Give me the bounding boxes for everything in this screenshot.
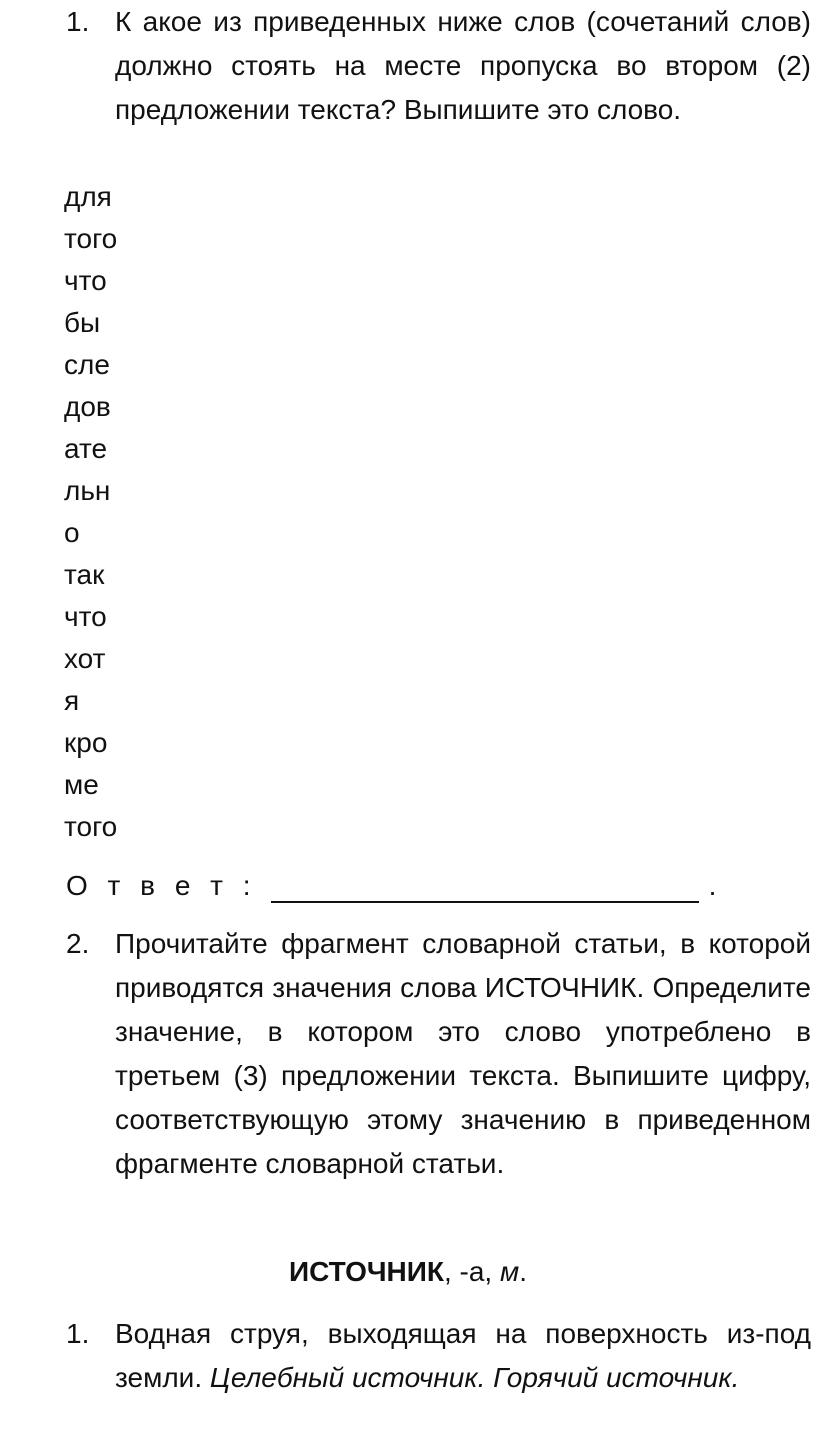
- question-1-text: К акое из приведенных ниже слов (сочетаний слов) должно стоять на месте пропуска во втором (2) предложении текста? Выпишите это слово.: [115, 6, 811, 125]
- question-2-number: 2.: [66, 928, 90, 959]
- word-option: дов: [64, 391, 111, 422]
- question-2: [66, 922, 811, 1186]
- word-option: бы: [64, 307, 101, 338]
- definition-1-number: 1.: [66, 1318, 90, 1349]
- headword-end: .: [519, 1256, 527, 1287]
- answer-label: О т в е т :: [66, 870, 257, 901]
- headword-inflection: , -а,: [443, 1256, 500, 1287]
- question-1: [66, 0, 811, 132]
- word-option: того: [64, 223, 118, 254]
- definition-1-meaning: Водная струя, выходящая на поверхность из-под земли.: [115, 1318, 811, 1393]
- word-option: ате: [64, 433, 108, 464]
- word-option: сле: [64, 349, 110, 380]
- word-option: я: [64, 685, 80, 716]
- definition-1-examples: Целебный источник. Горячий источник.: [209, 1362, 740, 1393]
- word-option: кро: [64, 727, 108, 758]
- definition-1: [66, 1312, 811, 1400]
- word-option: о: [64, 517, 80, 548]
- question-1-number: 1.: [66, 6, 90, 37]
- word-options-list: [64, 176, 144, 848]
- headword-gender: м: [499, 1256, 520, 1287]
- definition-1-text: [115, 1312, 811, 1400]
- word-option: для: [64, 181, 112, 212]
- word-option: льн: [64, 475, 111, 506]
- dictionary-entry-heading: [0, 1250, 816, 1294]
- word-option: ме: [64, 769, 99, 800]
- word-option: что: [64, 265, 107, 296]
- answer-blank[interactable]: [271, 901, 699, 903]
- headword: ИСТОЧНИК: [289, 1256, 444, 1287]
- word-option: хот: [64, 643, 106, 674]
- question-2-text: Прочитайте фрагмент словарной статьи, в которой приводятся значения слова ИСТОЧНИК. Определите значение, в котором это слово употреблено в третьем (3) предложении текста. Выпишите цифру, соответствующую этому значению в приведенном фрагменте словарной статьи.: [115, 928, 811, 1179]
- answer-end: .: [708, 870, 717, 901]
- word-option: того: [64, 811, 118, 842]
- answer-line: [66, 864, 716, 908]
- word-option: что: [64, 601, 107, 632]
- word-option: так: [64, 559, 105, 590]
